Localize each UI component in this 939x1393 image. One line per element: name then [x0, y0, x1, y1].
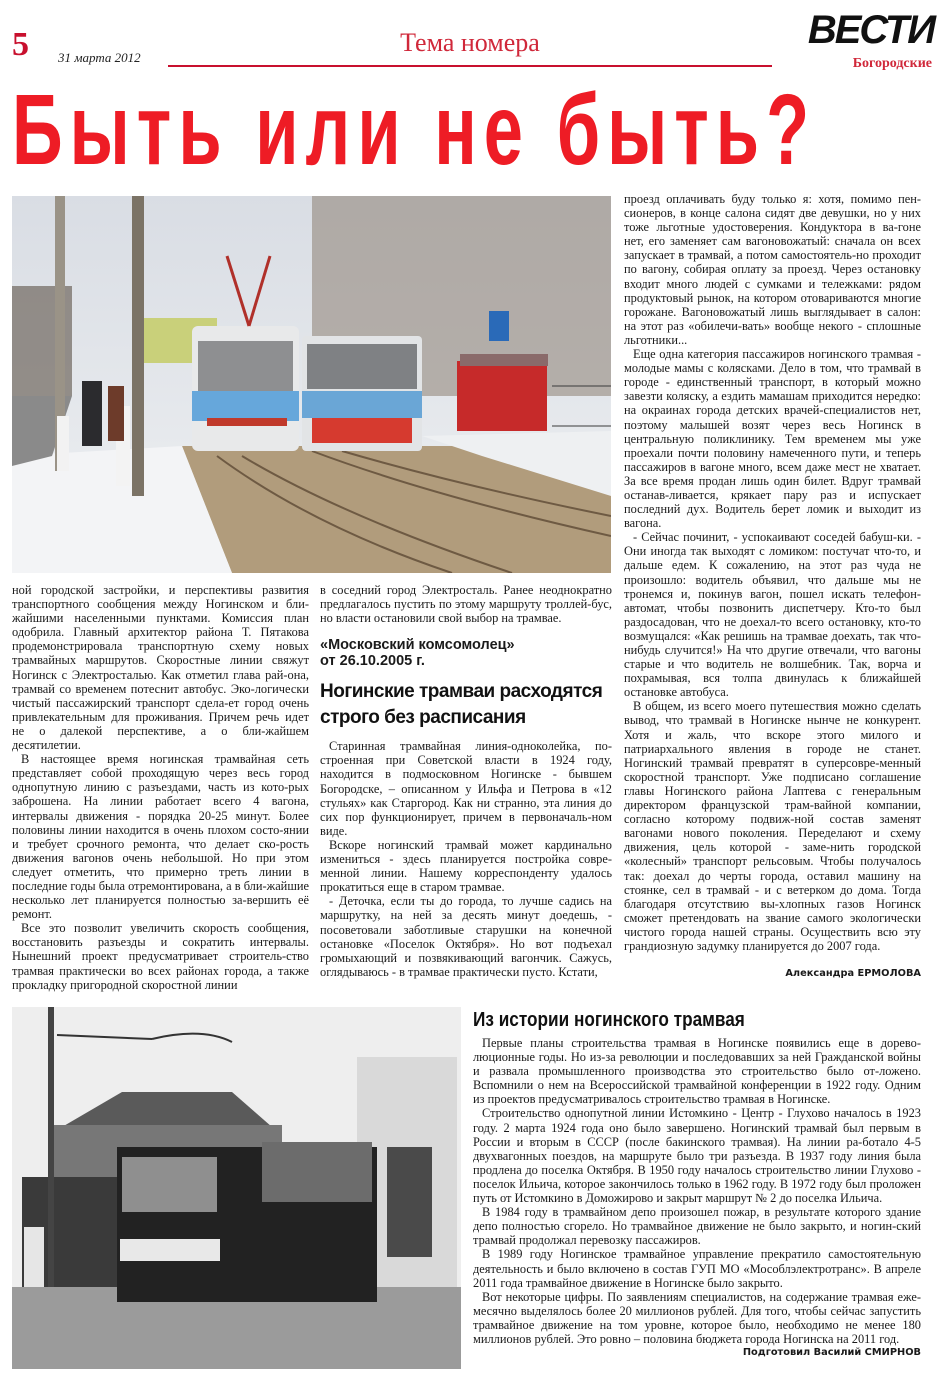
source-publication: «Московский комсомолец»: [320, 637, 515, 654]
article-paragraph: В настоящее время ногинская трамвайная сеть представляет собой проходящую через весь город однопутную линию с разъездами, часть из кото-рых заброшена. На линии работает всего 4 вагона, интервалы движения - порядка 20-25 минут. Более половины линии находится в очень плохом состо-янии и требует срочного ремонта, что делает ско-рость движения вагонов очень небольшой. Но при этом следует отметить, что примерно треть линии в последние годы была отремонтирована, а в бли-жайшие несколько лет планируется полностью за-вершить её ремонт.: [12, 752, 309, 922]
tram-stop-photo: [12, 196, 611, 573]
historic-tram-photo: [12, 1007, 461, 1369]
logo-main-text: ВЕСТИ: [807, 8, 934, 52]
article-right-column: [624, 192, 921, 981]
page-number: 5: [12, 26, 29, 63]
article-paragraph: Еще одна категория пассажиров ногинского трамвая - молодые мамы с колясками. Дело в том, что трамвай в городе - единственный транспорт, в который можно завезти коляску, а ездить мамашам приходится нередко: на окраинах города детских врачей-специалистов нет, поэтому малышей возят через весь Ногинск в центральную поликлинику. Тем временем мы уже проехали почти половину намеченного пути, и теперь пассажиров в вагоне много, всем даже мест не хватает. За все время продан лишь один билет. Вдруг трамвай останав-ливается, крякает пару раз и испускает последний дух. Водитель берет ломик и выходит из вагона.: [624, 347, 921, 531]
history-column: [473, 1036, 921, 1360]
article-paragraph: ной городской застройки, и перспективы развития транспортного сообщения между Ногинском и бли-жайшими населенными пунктами. Комиссия план одобрила. Главный архитектор района Т. Пятакова продемонстрировала транспортную схему новых трамвайных маршрутов. Скоростные линии свяжут Ногинск с Электросталью. Как отметил глава рай-она, трамвай со временем потеснит автобус. Эко-логически чистый пассажирский транспорт сдела-ет город очень привлекательным для проживания. Причем речь идет не о далекой перспективе, а о бли-жайшем десятилетии.: [12, 583, 309, 753]
main-headline: Быть или не быть?: [12, 73, 817, 185]
history-byline: Подготовил Василий СМИРНОВ: [742, 1347, 921, 1359]
article-left-column: [12, 583, 309, 992]
reprint-headline: Ногинские трамваи расходятся строго без расписания: [320, 681, 603, 729]
logo-sub-text: Богородские: [852, 56, 932, 71]
newspaper-logo: [786, 8, 936, 78]
photo-historic-tram: [12, 1007, 461, 1369]
article-paragraph: Вскоре ногинский трамвай может кардинально измениться - здесь планируется постройка совре-менной линии. Нашему корреспонденту удалось прокатиться еще в старом трамвае.: [320, 837, 612, 895]
article-paragraph: Старинная трамвайная линия-одноколейка, по-строенная при Советской власти в 1924 году, находится в подмосковном Ногинске - бывшем Богородске, – описанном у Ильфа и Петрова в «12 стульях» как Старгород. Как ни странно, эта линия до сих пор функционирует, причем в первоначаль-ном виде.: [320, 739, 612, 838]
article-middle-column: [320, 583, 612, 979]
author-byline: Александра ЕРМОЛОВА: [785, 968, 921, 980]
history-paragraph: Первые планы строительства трамвая в Ногинске появились еще в дорево-люционные годы. Но из-за революции и последовавших за ней Гражданской войны и развала промышленного производства это строительство было от-ложено. Вспомнили о нем на Всероссийской трамвайной конференции в 1922 году. Одним из проектов предусматривалось строительство трамвая в Ногинске.: [473, 1036, 921, 1107]
history-paragraph: Строительство однопутной линии Истомкино - Центр - Глухово началось в 1923 году. 2 марта 1924 года оно было завершено. Ногинский трамвай был первым в России и вторым в СССР (после бакинского трамвая). На линии ра-ботало 4-5 двухвагонных поездов, на маршруте было три разъезда. В 1937 году линия была продлена до поселка Октября. В 1950 году началось строительство линии Глухово - поселок Ильича, которое закончилось только в 1962 году. В 1972 году был проложен путь от Истомкино в Доможирово и закрыт маршрут № 2 до поселка Ильича.: [473, 1106, 921, 1206]
section-rubric: Тема номера: [400, 28, 540, 57]
article-paragraph: Все это позволит увеличить скорость сообщения, восстановить разъезды и сократить интервалы. Нынешний проект предусматривает строитель-ство трамвая практически во всех районах города, а также прокладку пригородной скоростной линии: [12, 921, 309, 992]
header-rule: [168, 65, 772, 67]
article-paragraph: - Деточка, если ты до города, то лучше садись на маршрутку, на ней за десять минут доедешь, - посоветовали заботливые старушки на конечной остановке «Поселок Октября». Но вот подъехал громыхающий и позвякивающий вагончик. Сажусь, оглядываюсь - в трамвае практически пусто. Кстати,: [320, 894, 612, 979]
issue-date: 31 марта 2012: [58, 50, 141, 65]
history-paragraph: В 1989 году Ногинское трамвайное управление прекратило самостоятельную деятельность и было включено в состав ГУП МО «Мособлэлектротранс». В апреле 2011 года трамвайное движение в Ногинске было закрыто.: [473, 1247, 921, 1290]
reprint-source: [320, 637, 612, 669]
article-paragraph: проезд оплачивать буду только я: хотя, помимо пен-сионеров, в конце салона сидят две девушки, но у них тоже льготные удостоверения. Кондуктора в ва-гоне нет, его заменяет сам вагоновожатый: сначала он всех запускает в трамвай, а потом самостоятель-но проходит по вагону, собирая оплату за проезд. Через остановку входит много людей с сумками и тележками: рядом продуктовый рынок, на котором отовариваются многие горожане. Вагоновожатый лишь выглядывает в салон: на этот раз «обилечи-вать» вообще некого - сплошные льготники...: [624, 192, 921, 347]
article-paragraph: В общем, из всего моего путешествия можно сделать вывод, что трамвай в Ногинске нынче не конкурент. Хотя и жаль, что вскоре этого милого и патриархального явления в городе не станет. Ногинский трамвай превратят в суперсовре-менный скоростной транспорт. Уже подписано соглашение главы Ногинского района Лаптева с генеральным директором французской трам-вайной компании, согласно которому подвиж-ной состав заменят вагонами нового поколения. Переделают и схему движения, цель которой - заме-нить городской «колесный» транспорт рельсовым. Чтобы получалось так: доехал до черты города, оставил машину на стоянке, сел в трамвай - и с ветерком до дома. Тогда благодаря отсутствию вы-хлопных газов Ногинск сможет претендовать на звание самого экологически чистого города нашей страны. Осуществить всю эту грандиозную задумку планируется до 2007 года.: [624, 699, 921, 953]
history-paragraph: В 1984 году в трамвайном депо произошел пожар, в результате которого здание депо полностью сгорело. Но трамвайное движение не было закрыто, и ногин-ский трамвай продолжал перевозку пассажиров.: [473, 1205, 921, 1248]
article-paragraph: - Сейчас починит, - успокаивают соседей бабуш-ки. - Они иногда так выходят с ломиком: постучат что-то, и дальше едем. К сожалению, на этот раз чуда не произошло: водитель объявил, что дальше мы не тронемся и, покинув вагон, пошел искать телефон-автомат, чтобы позвонить диспетчеру. Кто-то был раздосадован, что не доехал-то всего остановку, кто-то возмущался: «Как решишь на трамвае доехать, так что-нибудь случится!» На что другие отвечали, что вагоны старые и что водитель не волшебник. Так, ворча и похрамывая, вся толпа двинулась к ближайшей остановке автобуса.: [624, 530, 921, 700]
source-date: от 26.10.2005 г.: [320, 653, 425, 670]
history-paragraph: Вот некоторые цифры. По заявлениям специалистов, на содержание трамвая еже-месячно выделялось более 20 миллионов рублей. Для того, чтобы сейчас запустить трамвайное движение на том уровне, которое было, необходимо не менее 180 миллионов рублей. Это ровно – половина бюджета города Ногинска на 2011 год.: [473, 1289, 921, 1346]
history-headline: Из истории ногинского трамвая: [473, 1009, 745, 1031]
photo-modern-trams: [12, 196, 611, 573]
article-paragraph: в соседний город Электросталь. Ранее неоднократно предлагалось пустить по этому маршруту троллей-бус, но власти остановили свой выбор на трамвае.: [320, 583, 612, 626]
